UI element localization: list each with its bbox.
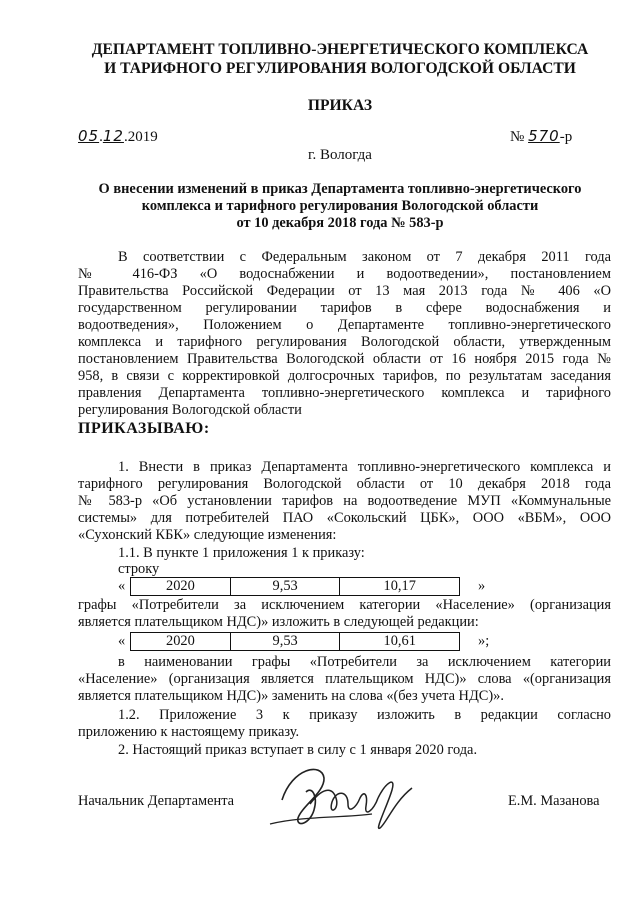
signatory-position: Начальник Департамента [78, 793, 235, 809]
preamble-line: постановлением Правительства Вологодской области от 16 ноября 2015 года № [78, 351, 611, 367]
order-word: ПРИКАЗЫВАЮ: [78, 420, 210, 437]
item2: 2. Настоящий приказ вступает в силу с 1 января 2020 года. [118, 742, 478, 758]
preamble-line: № 416-ФЗ «О водоснабжении и водоотведении», постановлением [78, 266, 611, 282]
graph-line: графы «Потребители за исключением категории «Население» (организация [78, 597, 611, 613]
table-cell-value1: 9,53 [230, 578, 340, 596]
name-line: является плательщиком НДС)» заменить на слова «(без учета НДС)». [78, 688, 504, 704]
number-prefix: № [510, 129, 525, 145]
item1-line: тарифного регулирования Вологодской области от 10 декабря 2018 года [78, 476, 611, 492]
date-year: .2019 [123, 129, 158, 145]
preamble-line: 958, в связи с корректировкой долгосрочных тарифов, по результатам заседания [78, 368, 611, 384]
handwritten-signature-icon [262, 758, 422, 838]
title-line3: от 10 декабря 2018 года № 583-р [236, 215, 444, 231]
org-name-line2: И ТАРИФНОГО РЕГУЛИРОВАНИЯ ВОЛОГОДСКОЙ ОБЛАСТИ [104, 60, 576, 77]
subitem-1-2-line1: 1.2. Приложение 3 к приказу изложить в редакции согласно [118, 707, 611, 723]
date-day-handwritten: 05 [78, 127, 100, 145]
title-line1: О внесении изменений в приказ Департамента топливно-энергетического [98, 181, 582, 197]
table-cell-year: 2020 [131, 633, 231, 651]
preamble-line: государственном регулировании тарифов в сфере водоснабжения и [78, 300, 611, 316]
preamble-line: Правительства Российской Федерации от 13 мая 2013 года № 406 «О [78, 283, 611, 299]
name-line: в наименовании графы «Потребители за исключением категории [118, 654, 611, 670]
table-row [131, 578, 460, 596]
document-date: 05.12.2019 [78, 127, 158, 145]
org-name-line1: ДЕПАРТАМЕНТ ТОПЛИВНО-ЭНЕРГЕТИЧЕСКОГО КОМПЛЕКСА [91, 41, 589, 58]
row-old-table [130, 577, 460, 596]
date-month-handwritten: 12 [102, 127, 124, 145]
row-new-table [130, 632, 460, 651]
item1-line: «Сухонский КБК» следующие изменения: [78, 527, 337, 543]
table-cell-year: 2020 [131, 578, 231, 596]
document-type: ПРИКАЗ [307, 97, 373, 114]
table-cell-value2: 10,61 [340, 633, 460, 651]
preamble-line: В соответствии с Федеральным законом от 7 декабря 2011 года [118, 249, 611, 265]
row-old-open-quote: « [118, 578, 126, 594]
row-label: строку [118, 561, 160, 577]
item1-line: 1. Внести в приказ Департамента топливно-энергетического комплекса и [118, 459, 611, 475]
table-row [131, 633, 460, 651]
number-suffix: -р [559, 129, 573, 145]
subitem-1-2-line2: приложению к настоящему приказу. [78, 724, 300, 740]
name-line: «Население» (организация является плательщиком НДС)» слова «(организация [78, 671, 611, 687]
table-cell-value1: 9,53 [230, 633, 340, 651]
subitem-1-1: 1.1. В пункте 1 приложения 1 к приказу: [118, 545, 365, 561]
title-line2: комплекса и тарифного регулирования Вологодской области [141, 198, 539, 214]
graph-line: является плательщиком НДС)» изложить в следующей редакции: [78, 614, 479, 630]
preamble-line: регулирования Вологодской области [78, 402, 302, 418]
number-handwritten: 570 [528, 127, 560, 145]
row-new-close-quote: »; [478, 633, 490, 649]
item1-line: системы» для потребителей ПАО «Сокольский ЦБК», ООО «ВБМ», ООО [78, 510, 611, 526]
item1-line: № 583-р «Об установлении тарифов на водоотведение МУП «Коммунальные [78, 493, 611, 509]
row-old-close-quote: » [478, 578, 486, 594]
table-cell-value2: 10,17 [340, 578, 460, 596]
row-new-open-quote: « [118, 633, 126, 649]
document-number [510, 128, 572, 146]
city: г. Вологда [308, 147, 372, 163]
preamble-line: комплекса и тарифного регулирования Вологодской области, утвержденным [78, 334, 611, 350]
signatory-name: Е.М. Мазанова [508, 793, 600, 809]
preamble-line: правления Департамента топливно-энергетического комплекса и тарифного [78, 385, 611, 401]
preamble-line: водоотведения», Положением о Департаменте топливно-энергетического [78, 317, 611, 333]
